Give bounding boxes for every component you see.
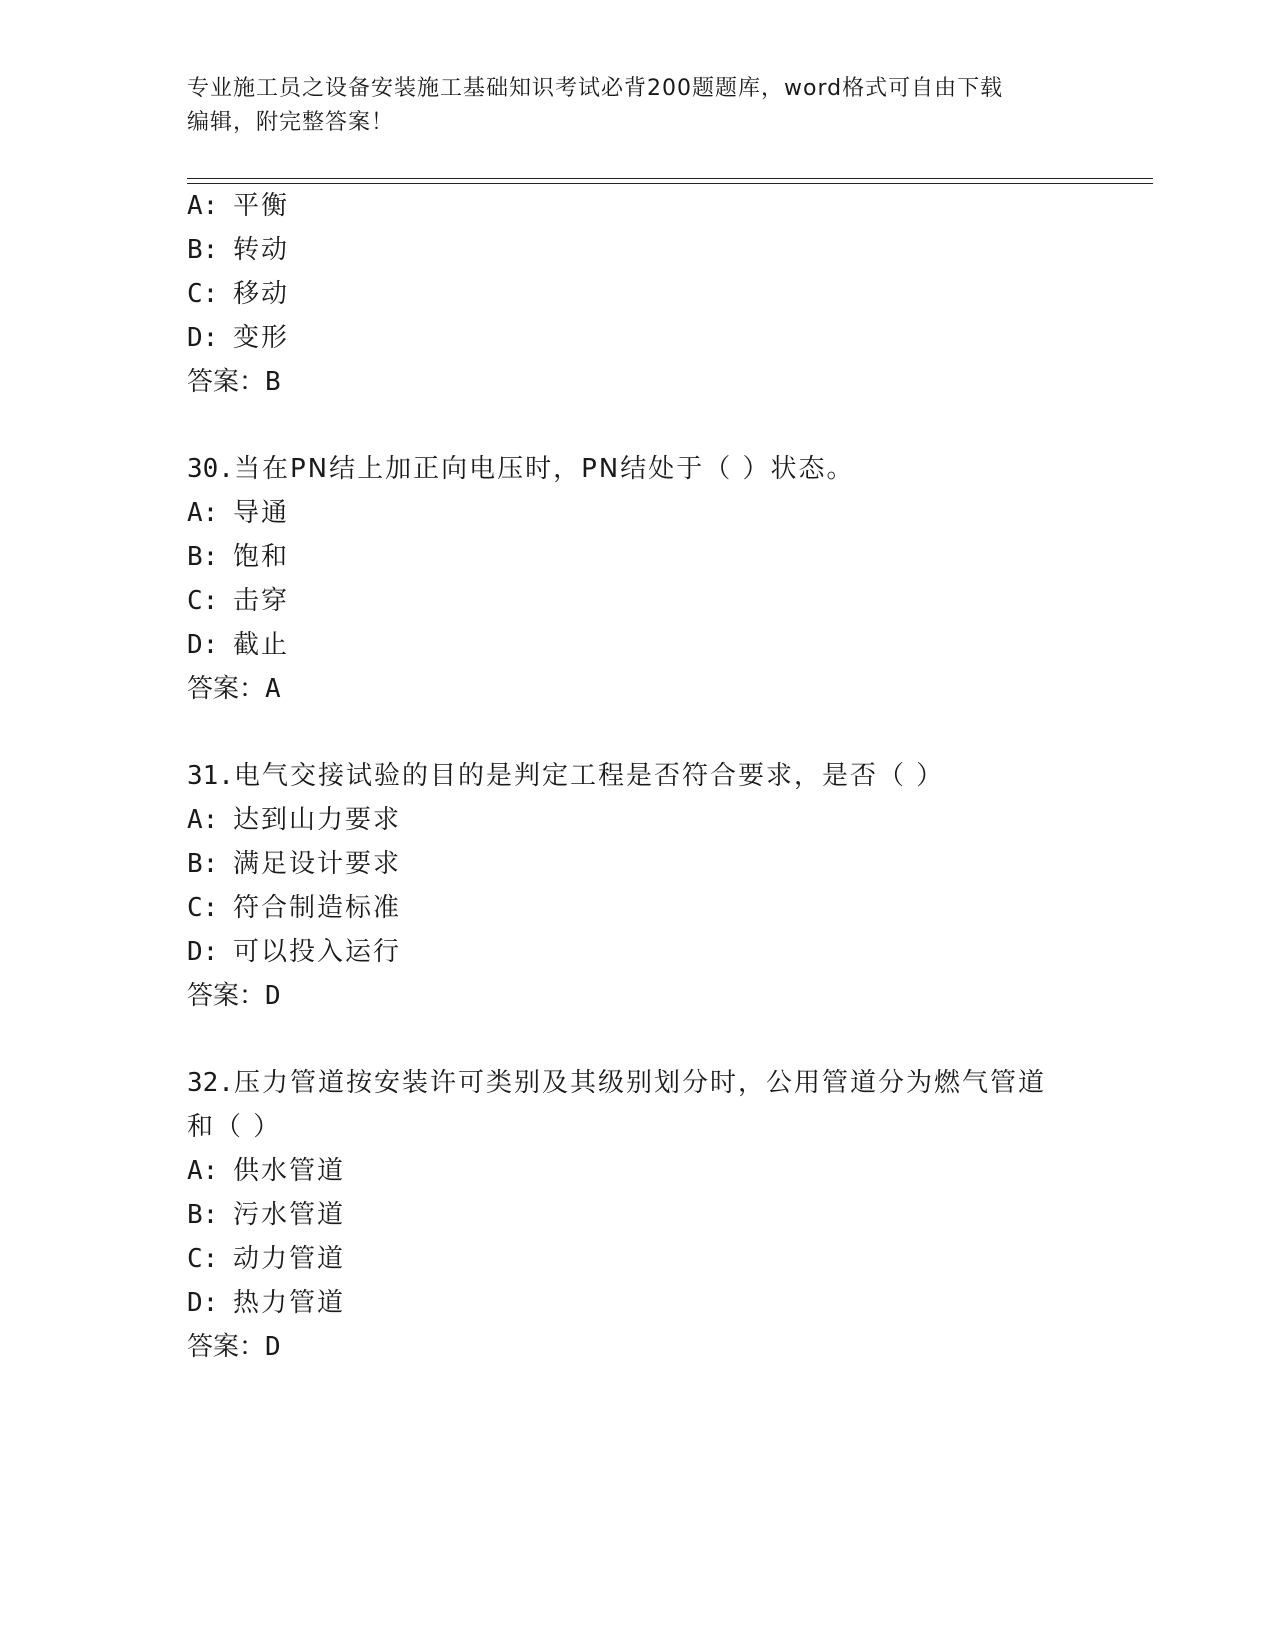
q32-option-a: A: 供水管道 bbox=[187, 1156, 346, 1186]
q31-option-a: A: 达到山力要求 bbox=[187, 805, 402, 835]
q30-option-a: A: 导通 bbox=[187, 498, 290, 528]
header-divider-top bbox=[187, 178, 1153, 179]
q31-stem: 31.电气交接试验的目的是判定工程是否符合要求，是否（ ） bbox=[187, 761, 945, 791]
q31-option-d: D: 可以投入运行 bbox=[187, 937, 402, 967]
q31-answer: 答案：D bbox=[187, 981, 281, 1011]
header-line-1: 专业施工员之设备安装施工基础知识考试必背200题题库，word格式可自由下载 bbox=[187, 76, 1004, 101]
q30-stem: 30.当在PN结上加正向电压时，PN结处于（ ）状态。 bbox=[187, 454, 855, 484]
q32-answer: 答案：D bbox=[187, 1332, 281, 1362]
q31-option-b: B: 满足设计要求 bbox=[187, 849, 402, 879]
q30-option-d: D: 截止 bbox=[187, 630, 290, 660]
q29-option-b: B: 转动 bbox=[187, 235, 290, 265]
document-header bbox=[187, 72, 1087, 140]
q32-stem-line-2: 和（ ） bbox=[187, 1112, 282, 1142]
q29-answer: 答案：B bbox=[187, 367, 281, 397]
q30-option-c: C: 击穿 bbox=[187, 586, 290, 616]
q32-stem-line-1: 32.压力管道按安装许可类别及其级别划分时，公用管道分为燃气管道 bbox=[187, 1068, 1046, 1098]
q29-option-c: C: 移动 bbox=[187, 279, 290, 309]
q32-option-c: C: 动力管道 bbox=[187, 1244, 346, 1274]
q32-option-b: B: 污水管道 bbox=[187, 1200, 346, 1230]
q32-option-d: D: 热力管道 bbox=[187, 1288, 346, 1318]
q29-option-a: A: 平衡 bbox=[187, 191, 290, 221]
header-divider-bottom bbox=[187, 183, 1153, 184]
q29-option-d: D: 变形 bbox=[187, 323, 290, 353]
header-line-2: 编辑，附完整答案！ bbox=[187, 110, 395, 135]
q30-answer: 答案：A bbox=[187, 674, 281, 704]
q31-option-c: C: 符合制造标准 bbox=[187, 893, 402, 923]
q30-option-b: B: 饱和 bbox=[187, 542, 290, 572]
